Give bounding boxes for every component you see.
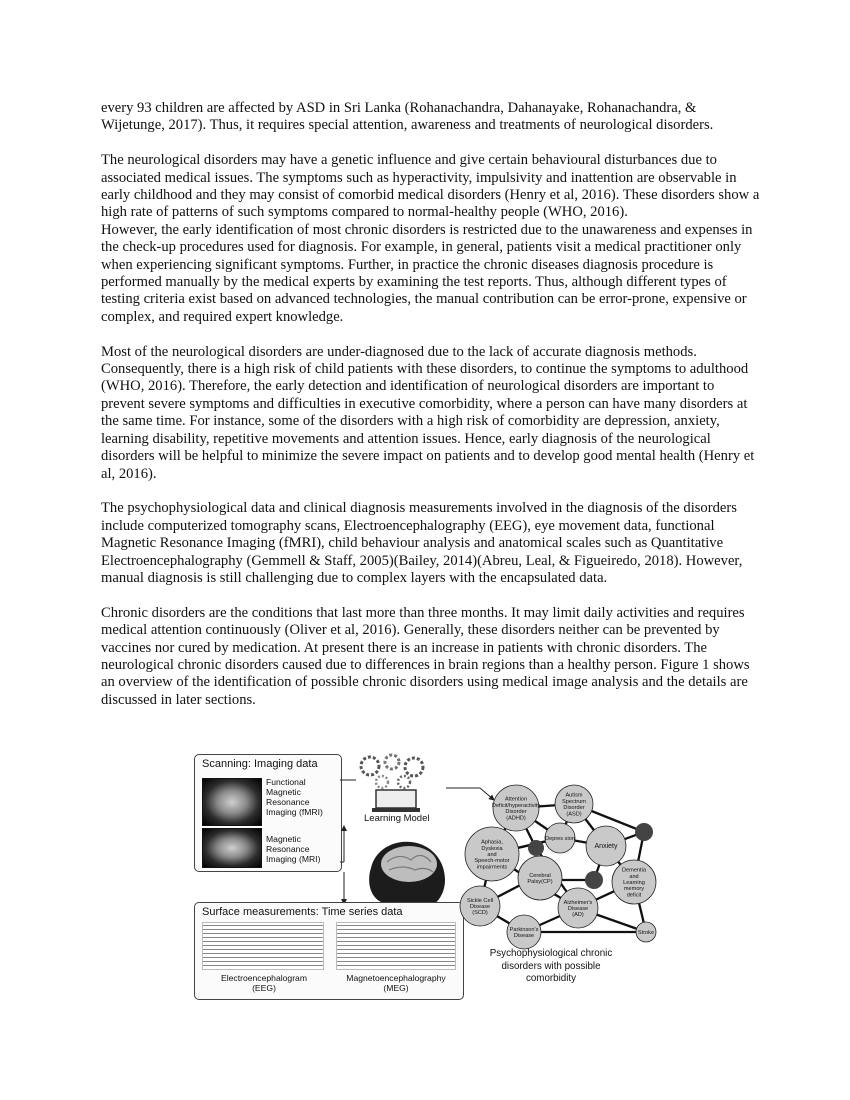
unlabeled-node-3 (585, 871, 603, 889)
network-caption: Psychophysiological chronic disorders with possible comorbidity (489, 948, 613, 984)
body-text (101, 100, 761, 727)
meg-waveform-image (336, 922, 456, 970)
aphasia-label: Aphasia, Dyslexia and Speech-motor impairments (474, 839, 510, 871)
comorbidity-network (456, 782, 662, 952)
figure-1 (194, 752, 662, 998)
imaging-data-title: Scanning: Imaging data (202, 758, 318, 770)
ad-label: Alzheimer's Disease (AD) (563, 899, 593, 919)
unlabeled-node-2 (528, 840, 544, 856)
eeg-label: Electroencephalogram (EEG) (221, 973, 307, 993)
mri-label: Magnetic Resonance Imaging (MRI) (266, 834, 321, 864)
paragraph-1: every 93 children are affected by ASD in Sri Lanka (Rohanachandra, Dahanayake, Rohanachandra, & Wijetunge, 2017). Thus, it requires special attention, awareness and treatments of neurological disorders. (101, 100, 714, 134)
paragraph-5: The psychophysiological data and clinical diagnosis measurements involved in the diagnosis of the disorders include computerized tomography scans, Electroencephalography (EEG), eye movement data, functional Magnetic Resonance Imaging (fMRI), child behaviour analysis and anatomical scales such as Quantitative Electroencephalography (Gemmell & Staff, 2005)(Bailey, 2014)(Abreu, Leal, & Figueiredo, 2018). However, manual diagnosis is still challenging due to complex layers with the encapsulated data. (101, 500, 743, 586)
scd-label: Sickle Cell Disease (SCD) (466, 897, 494, 917)
paragraph-3: However, the early identification of most chronic disorders is restricted due to the unawareness and expenses in the check-up procedures used for diagnosis. For example, in general, patients visit a medical practitioner only when experiencing significant symptoms. Further, in practice the chronic diseases diagnosis procedure is performed manually by the medical experts by examining the test reports. Thus, although different types of testing criteria exist based on advanced technologies, the manual contribution can be error-prone, expensive or complex, and required expert knowledge. (101, 221, 753, 325)
paragraph-2: The neurological disorders may have a genetic influence and give certain behavioural disturbances due to associated medical issues. The symptoms such as hyperactivity, impulsivity and inattention are observable in early childhood and they may consist of comorbid medical disorders (Henry et al, 2016). These disorders show a high rate of patterns of such symptoms compared to normal-healthy people (WHO, 2016). (101, 152, 760, 221)
paragraph-6: Chronic disorders are the conditions that last more than three months. It may limit daily activities and requires medical attention continuously (Oliver et al, 2016). Generally, these disorders neither can be prevented by vaccines nor cured by medication. At present there is an increase in patients with chronic disorders. The neurological chronic disorders caused due to differences in brain regions than a healthy person. Figure 1 shows an overview of the identification of possible chronic disorders using medical image analysis and the details are discussed in later sections. (101, 604, 750, 708)
stroke-label: Stroke (637, 930, 655, 936)
dementia-label: Dementia and Learning memory deficit (622, 867, 646, 899)
parkinson-label: Parkinson's Disease (509, 926, 539, 940)
paragraph-4: Most of the neurological disorders are under-diagnosed due to the lack of accurate diagnosis methods. Consequently, there is a high risk of child patients with these disorders, to continue the symptoms to adulthood (WHO, 2016). Therefore, the early detection and identification of neurological disorders are important to prevent severe symptoms and difficulties in executive comorbidity, where a person can have many disorders at the same time. For instance, some of the disorders with a high risk of comorbidity are depression, anxiety, learning disability, repetitive movements and attention issues. Hence, early diagnosis of the neurological disorders will be helpful to minimize the severe impact on patients and to develop good mental health (Henry et al, 2016). (101, 343, 755, 482)
eeg-waveform-image (202, 922, 324, 970)
meg-label: Magnetoencephalography (MEG) (346, 973, 446, 993)
surface-measurement-title: Surface measurements: Time series data (202, 906, 403, 918)
asd-label: Autism Spectrum Disorder (ASD) (562, 792, 586, 818)
fmri-label: Functional Magnetic Resonance Imaging (fMRI) (266, 777, 323, 817)
unlabeled-node-1 (635, 823, 653, 841)
learning-model-label: Learning Model (364, 813, 430, 824)
cp-label: Cerebral Palsy(CP) (527, 872, 553, 886)
depression-label: Depres sion (545, 836, 575, 842)
adhd-label: Attention Deficit/hyperactivity Disorder (ADHD) (491, 796, 541, 822)
anxiety-label: Anxiety (594, 843, 618, 850)
